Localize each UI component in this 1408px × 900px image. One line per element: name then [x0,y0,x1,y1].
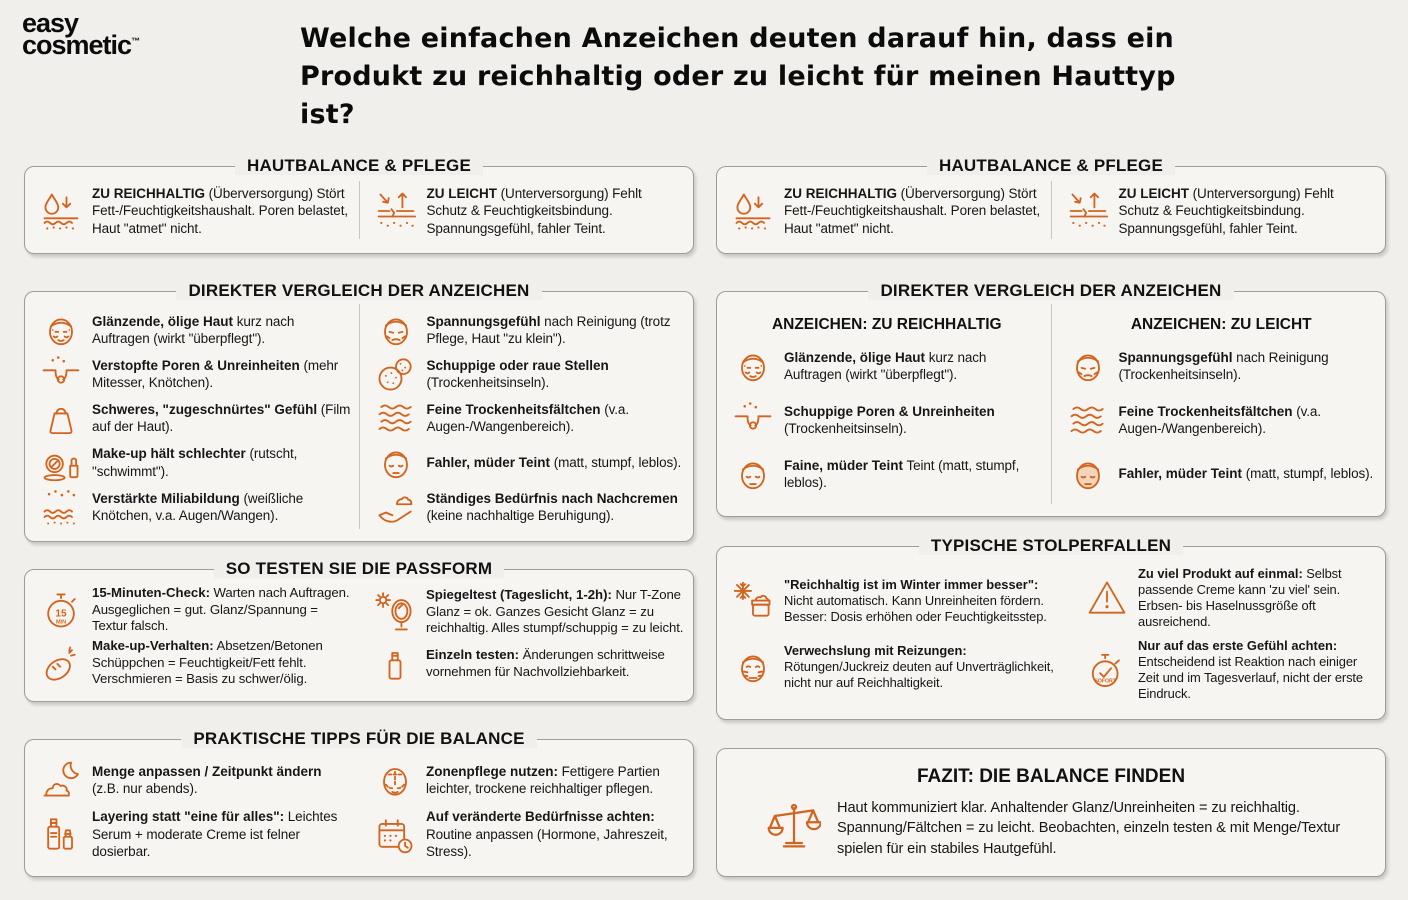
panel-title: DIREKTER VERGLEICH DER ANZEICHEN [717,281,1385,301]
panel-direkter-vergleich-right [716,281,1386,517]
list-item: Make-up-Verhalten: Absetzen/Betonen Schüppchen = Feuchtigkeit/Fett fehlt. Verschmieren = Basis zu schwer/ölig. [39,638,351,688]
droplet-arrow-skin-icon [731,189,775,233]
list-item: Faine, müder Teint Teint (matt, stumpf, leblos). [731,452,1043,496]
panel-hautbalance-pflege-right [716,156,1386,254]
list-item: Verstärkte Miliabildung (weißliche Knötchen, v.a. Augen/Wangen). [39,485,351,529]
list-item: 15 MIN 15-Minuten-Check: Warten nach Auftragen. Ausgeglichen = gut. Glanz/Spannung = Textur falsch. [39,585,351,635]
layering-bottles-icon [39,812,83,856]
list-item: ZU LEICHT (Unterversorgung) Fehlt Schutz & Feuchtigkeitsbindung. Spannungsgefühl, fahler Teint. [1066,185,1378,236]
flaky-patches-icon [374,352,418,396]
list-item: Verwechslung mit Reizungen: Rötungen/Juckreiz deuten auf Unverträglichkeit, nicht nur auf Reichhaltigkeit. [731,643,1063,691]
list-item: Glänzende, ölige Haut kurz nach Auftragen (wirkt "überpflegt"). [731,344,1043,388]
list-item: ZU REICHHALTIG (Überversorgung) Stört Fett-/Feuchtigkeitshaushalt. Poren belastet, Haut "atmet" nicht. [731,185,1043,236]
column-header: ANZEICHEN: ZU LEICHT [1130,316,1312,333]
panel-title: TYPISCHE STOLPERFALLEN [717,536,1385,556]
list-item: Glänzende, ölige Haut kurz nach Auftragen (wirkt "überpflegt"). [39,308,351,352]
list-item: Schweres, "zugeschnürtes" Gefühl (Film auf der Haut). [39,396,351,440]
dull-face-icon [731,452,775,496]
panel-so-testen [24,559,694,702]
list-item: Fahler, müder Teint (matt, stumpf, leblos). [374,441,686,485]
list-item: SOFORT Nur auf das erste Gefühl achten: Entscheidend ist Reaktion nach einiger Zeit und im Tagesverlauf, nicht der erste Eindruck. [1085,638,1377,703]
list-item [39,185,351,236]
item-text: ZU REICHHALTIG (Überversorgung) Stört Fett-/Feuchtigkeitshaushalt. Poren belastet, Haut "atmet" nicht. [92,186,348,236]
list-item: Feine Trockenheitsfältchen (v.a. Augen-/Wangenbereich). [1066,398,1378,442]
list-item: Fahler, müder Teint (matt, stumpf, leblos). [1066,452,1378,496]
skin-barrier-arrows-icon [1066,189,1110,233]
panel-hautbalance-pflege-left [24,156,694,254]
list-item: Auf veränderte Bedürfnisse achten: Routine anpassen (Hormone, Jahreszeit, Stress). [373,808,685,859]
serum-bottle-icon [373,642,417,686]
svg-text:SOFORT: SOFORT [1094,678,1116,685]
calendar-clock-icon [373,812,417,856]
cream-moon-icon [39,758,83,802]
page-title-line: Welche einfachen Anzeichen deuten darauf hin, dass ein [300,23,1174,54]
panel-title: FAZIT: DIE BALANCE FINDEN [916,766,1186,787]
page-title [300,20,1190,134]
trademark-symbol: ™ [131,36,141,47]
panel-title: PRAKTISCHE TIPPS FÜR DIE BALANCE [25,729,693,749]
svg-text:15: 15 [55,608,67,620]
oily-face-icon [39,308,83,352]
list-item: Spannungsgefühl nach Reinigung (trotz Pflege, Haut "zu klein"). [374,308,686,352]
milia-dots-icon [39,485,83,529]
column-header: ANZEICHEN: ZU REICHHALTIG [771,316,1002,333]
list-item: Layering statt "eine für alles": Leichtes Serum + moderate Creme ist felner dosierbar. [39,808,351,859]
panel-typische-stolperfallen [716,536,1386,720]
dry-wrinkle-lines-icon [1066,398,1110,442]
mirror-sunlight-icon [373,590,417,634]
panel-praktische-tipps [24,729,694,877]
list-item: Verstopfte Poren & Unreinheiten (mehr Mitesser, Knötchen). [39,352,351,396]
warning-triangle-icon [1085,576,1129,620]
clogged-pore-icon [731,398,775,442]
makeup-compact-icon [39,441,83,485]
list-item: Spannungsgefühl nach Reinigung (Trockenheitsinseln). [1066,344,1378,388]
panel-title: HAUTBALANCE & PFLEGE [25,156,693,176]
list-item: Menge anpassen / Zeitpunkt ändern (z.B. nur abends). [39,758,351,802]
dry-wrinkle-lines-icon [374,396,418,440]
list-item: Schuppige oder raue Stellen (Trockenheitsinseln). [374,352,686,396]
list-item: Einzeln testen: Änderungen schrittweise vornehmen für Nachvollziehbarkeit. [373,642,685,686]
list-item: Ständiges Bedürfnis nach Nachcremen (keine nachhaltige Beruhigung). [374,485,686,529]
list-item: Spiegeltest (Tageslicht, 1-2h): Nur T-Zone Glanz = ok. Ganzes Gesicht Glanz = zu reichhaltig. Alles stumpf/schuppig = zu leicht. [373,587,685,637]
brand-logo [22,8,141,61]
tense-face-icon [374,308,418,352]
heavy-weight-icon [39,396,83,440]
timer-sofort-icon [1085,648,1129,692]
panel-fazit [716,748,1386,877]
droplet-arrow-skin-icon [39,189,83,233]
item-text: ZU LEICHT (Unterversorgung) Fehlt Schutz & Feuchtigkeitsbindung. Spannungsgefühl, fahler Teint. [426,186,642,236]
skin-barrier-arrows-icon [374,189,418,233]
irritated-face-icon [731,645,775,689]
clogged-pore-icon [39,352,83,396]
item-lead: ZU LEICHT [426,186,497,202]
list-item [374,185,686,236]
dull-face-icon [374,441,418,485]
list-item: "Reichhaltig ist im Winter immer besser": Nicht automatisch. Kann Unreinheiten fördern. Besser: Dosis erhöhen oder Feuchtigkeitsstep. [731,577,1063,625]
balance-scale-icon [767,798,821,852]
hand-cream-icon [374,485,418,529]
list-item: Zu viel Produkt auf einmal: Selbst passende Creme kann 'zu viel' sein. Erbsen- bis Haselnussgröße oft ausreichend. [1085,566,1377,631]
list-item: Schuppige Poren & Unreinheiten (Trockenheitsinseln). [731,398,1043,442]
face-zones-icon [373,758,417,802]
list-item: Make-up hält schlechter (rutscht, "schwimmt"). [39,441,351,485]
tense-face-icon [1066,344,1110,388]
panel-title: HAUTBALANCE & PFLEGE [717,156,1385,176]
panel-title: SO TESTEN SIE DIE PASSFORM [25,559,693,579]
page-title-line: ist? [300,99,355,130]
timer-15min-icon [39,588,83,632]
makeup-sponge-icon [39,641,83,685]
list-item: Feine Trockenheitsfältchen (v.a. Augen-/Wangenbereich). [374,396,686,440]
fazit-text: Haut kommuniziert klar. Anhaltender Glanz/Unreinheiten = zu reichhaltig. Spannung/Fältchen = zu leicht. Beobachten, einzeln testen & mit Menge/Textur spielen für ein stabiles Hautgefühl. [837,800,1341,857]
dull-face-shaded-icon [1066,452,1110,496]
panel-direkter-vergleich-left [24,281,694,542]
oily-face-icon [731,344,775,388]
snowflake-cream-icon [731,579,775,623]
page-title-line: Produkt zu reichhaltig oder zu leicht für meinen Hauttyp [300,61,1176,92]
panel-title: DIREKTER VERGLEICH DER ANZEICHEN [25,281,693,301]
brand-logo-line2: cosmetic [22,30,132,61]
svg-text:MIN: MIN [55,619,67,626]
item-lead: ZU REICHHALTIG [92,186,205,202]
list-item: Zonenpflege nutzen: Fettigere Partien leichter, trockene reichhaltiger pflegen. [373,758,685,802]
brand-logo-line1: easy [22,8,79,38]
